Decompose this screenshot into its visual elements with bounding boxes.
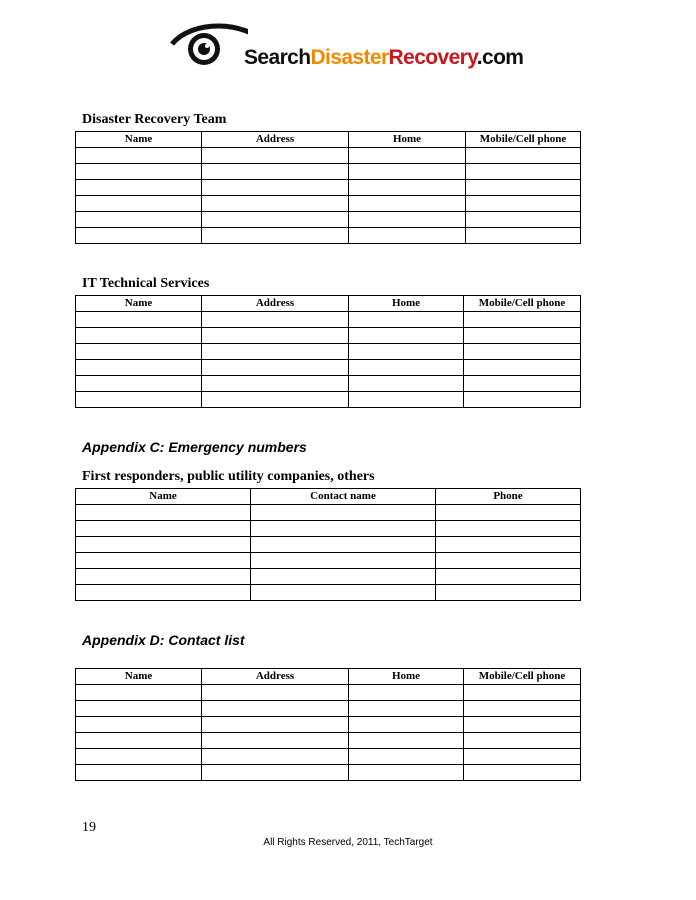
table-cell[interactable]	[349, 685, 464, 701]
table-cell[interactable]	[251, 553, 436, 569]
first-responders-heading: First responders, public utility companies, others	[82, 469, 375, 484]
table-cell[interactable]	[202, 164, 349, 180]
table-cell[interactable]	[436, 569, 581, 585]
table-cell[interactable]	[202, 392, 349, 408]
table-cell[interactable]	[76, 717, 202, 733]
table-cell[interactable]	[76, 765, 202, 781]
column-header-mobile: Mobile/Cell phone	[466, 132, 581, 148]
table-cell[interactable]	[349, 148, 466, 164]
table-cell[interactable]	[202, 180, 349, 196]
dr-team-table	[75, 131, 581, 244]
column-header-home: Home	[349, 669, 464, 685]
table-row	[76, 537, 581, 553]
column-header-address: Address	[202, 132, 349, 148]
table-cell[interactable]	[436, 553, 581, 569]
table-cell[interactable]	[76, 228, 202, 244]
table-row	[76, 228, 581, 244]
column-header-address: Address	[202, 669, 349, 685]
dr-team-heading: Disaster Recovery Team	[82, 112, 227, 127]
table-cell[interactable]	[349, 749, 464, 765]
table-cell[interactable]	[251, 585, 436, 601]
table-cell[interactable]	[202, 344, 349, 360]
table-cell[interactable]	[466, 164, 581, 180]
table-cell[interactable]	[76, 212, 202, 228]
table-cell[interactable]	[76, 553, 251, 569]
appendix-c-title: Appendix C: Emergency numbers	[82, 439, 307, 455]
table-cell[interactable]	[349, 701, 464, 717]
table-row	[76, 585, 581, 601]
table-cell[interactable]	[76, 521, 251, 537]
table-cell[interactable]	[464, 376, 581, 392]
it-services-heading: IT Technical Services	[82, 276, 210, 291]
column-header-mobile: Mobile/Cell phone	[464, 669, 581, 685]
column-header-home: Home	[349, 132, 466, 148]
table-cell[interactable]	[76, 749, 202, 765]
table-cell[interactable]	[76, 164, 202, 180]
table-header-row	[76, 669, 581, 685]
table-cell[interactable]	[349, 180, 466, 196]
table-cell[interactable]	[202, 765, 349, 781]
table-cell[interactable]	[349, 717, 464, 733]
site-logo	[168, 22, 524, 74]
table-row	[76, 553, 581, 569]
table-cell[interactable]	[202, 733, 349, 749]
table-cell[interactable]	[76, 733, 202, 749]
table-cell[interactable]	[76, 585, 251, 601]
table-cell[interactable]	[251, 537, 436, 553]
appendix-d-title: Appendix D: Contact list	[82, 632, 245, 648]
column-header-home: Home	[349, 296, 464, 312]
table-cell[interactable]	[76, 537, 251, 553]
table-row	[76, 376, 581, 392]
column-header-address: Address	[202, 296, 349, 312]
table-cell[interactable]	[76, 701, 202, 717]
logo-wordmark	[244, 47, 523, 68]
table-cell[interactable]	[464, 749, 581, 765]
table-cell[interactable]	[76, 360, 202, 376]
column-header-name: Name	[76, 296, 202, 312]
table-cell[interactable]	[202, 312, 349, 328]
table-cell[interactable]	[466, 212, 581, 228]
table-cell[interactable]	[436, 585, 581, 601]
table-cell[interactable]	[464, 312, 581, 328]
table-row	[76, 164, 581, 180]
table-cell[interactable]	[349, 164, 466, 180]
table-cell[interactable]	[76, 344, 202, 360]
footer-copyright: All Rights Reserved, 2011, TechTarget	[263, 837, 433, 848]
table-cell[interactable]	[464, 717, 581, 733]
logo-part-com: .com	[476, 46, 524, 69]
table-row	[76, 685, 581, 701]
table-cell[interactable]	[349, 392, 464, 408]
table-row	[76, 749, 581, 765]
table-cell[interactable]	[464, 392, 581, 408]
table-row	[76, 360, 581, 376]
table-cell[interactable]	[76, 148, 202, 164]
logo-part-disaster: Disaster	[310, 46, 389, 69]
table-cell[interactable]	[76, 328, 202, 344]
column-header-name: Name	[76, 669, 202, 685]
table-cell[interactable]	[464, 344, 581, 360]
table-cell[interactable]	[202, 148, 349, 164]
table-header-row	[76, 132, 581, 148]
table-cell[interactable]	[349, 196, 466, 212]
contact-list-table	[75, 668, 581, 781]
table-row	[76, 344, 581, 360]
it-services-table	[75, 295, 581, 408]
table-cell[interactable]	[76, 376, 202, 392]
table-cell[interactable]	[202, 360, 349, 376]
table-cell[interactable]	[202, 196, 349, 212]
table-cell[interactable]	[436, 505, 581, 521]
column-header-name: Name	[76, 489, 251, 505]
table-header-row	[76, 296, 581, 312]
table-cell[interactable]	[76, 505, 251, 521]
table-cell[interactable]	[202, 212, 349, 228]
table-cell[interactable]	[464, 685, 581, 701]
table-cell[interactable]	[436, 537, 581, 553]
page-number: 19	[82, 820, 96, 835]
table-cell[interactable]	[464, 328, 581, 344]
table-row	[76, 569, 581, 585]
table-cell[interactable]	[466, 148, 581, 164]
table-row	[76, 392, 581, 408]
table-row	[76, 328, 581, 344]
table-cell[interactable]	[349, 228, 466, 244]
logo-part-search: Search	[244, 46, 311, 69]
table-cell[interactable]	[76, 180, 202, 196]
table-cell[interactable]	[76, 685, 202, 701]
table-cell[interactable]	[464, 360, 581, 376]
table-cell[interactable]	[349, 312, 464, 328]
table-row	[76, 521, 581, 537]
table-cell[interactable]	[349, 765, 464, 781]
emergency-numbers-table	[75, 488, 581, 601]
table-cell[interactable]	[251, 569, 436, 585]
table-cell[interactable]	[202, 685, 349, 701]
table-cell[interactable]	[436, 521, 581, 537]
table-cell[interactable]	[466, 228, 581, 244]
table-cell[interactable]	[349, 212, 466, 228]
table-cell[interactable]	[464, 701, 581, 717]
table-row	[76, 312, 581, 328]
table-row	[76, 717, 581, 733]
table-cell[interactable]	[202, 228, 349, 244]
table-cell[interactable]	[349, 360, 464, 376]
table-cell[interactable]	[202, 717, 349, 733]
table-cell[interactable]	[76, 392, 202, 408]
table-cell[interactable]	[76, 312, 202, 328]
table-cell[interactable]	[202, 328, 349, 344]
table-cell[interactable]	[202, 749, 349, 765]
table-row	[76, 733, 581, 749]
table-cell[interactable]	[466, 180, 581, 196]
table-cell[interactable]	[349, 733, 464, 749]
table-cell[interactable]	[251, 505, 436, 521]
table-cell[interactable]	[251, 521, 436, 537]
table-cell[interactable]	[464, 733, 581, 749]
table-cell[interactable]	[349, 376, 464, 392]
table-row	[76, 196, 581, 212]
table-row	[76, 505, 581, 521]
table-header-row	[76, 489, 581, 505]
table-cell[interactable]	[76, 196, 202, 212]
table-cell[interactable]	[202, 376, 349, 392]
table-row	[76, 180, 581, 196]
logo-part-recovery: Recovery	[388, 46, 477, 69]
eye-icon	[168, 22, 248, 74]
column-header-contact-name: Contact name	[251, 489, 436, 505]
column-header-mobile: Mobile/Cell phone	[464, 296, 581, 312]
table-cell[interactable]	[202, 701, 349, 717]
table-cell[interactable]	[349, 344, 464, 360]
table-cell[interactable]	[76, 569, 251, 585]
table-cell[interactable]	[349, 328, 464, 344]
column-header-phone: Phone	[436, 489, 581, 505]
column-header-name: Name	[76, 132, 202, 148]
table-cell[interactable]	[466, 196, 581, 212]
table-row	[76, 148, 581, 164]
table-cell[interactable]	[464, 765, 581, 781]
table-row	[76, 765, 581, 781]
table-row	[76, 701, 581, 717]
table-row	[76, 212, 581, 228]
